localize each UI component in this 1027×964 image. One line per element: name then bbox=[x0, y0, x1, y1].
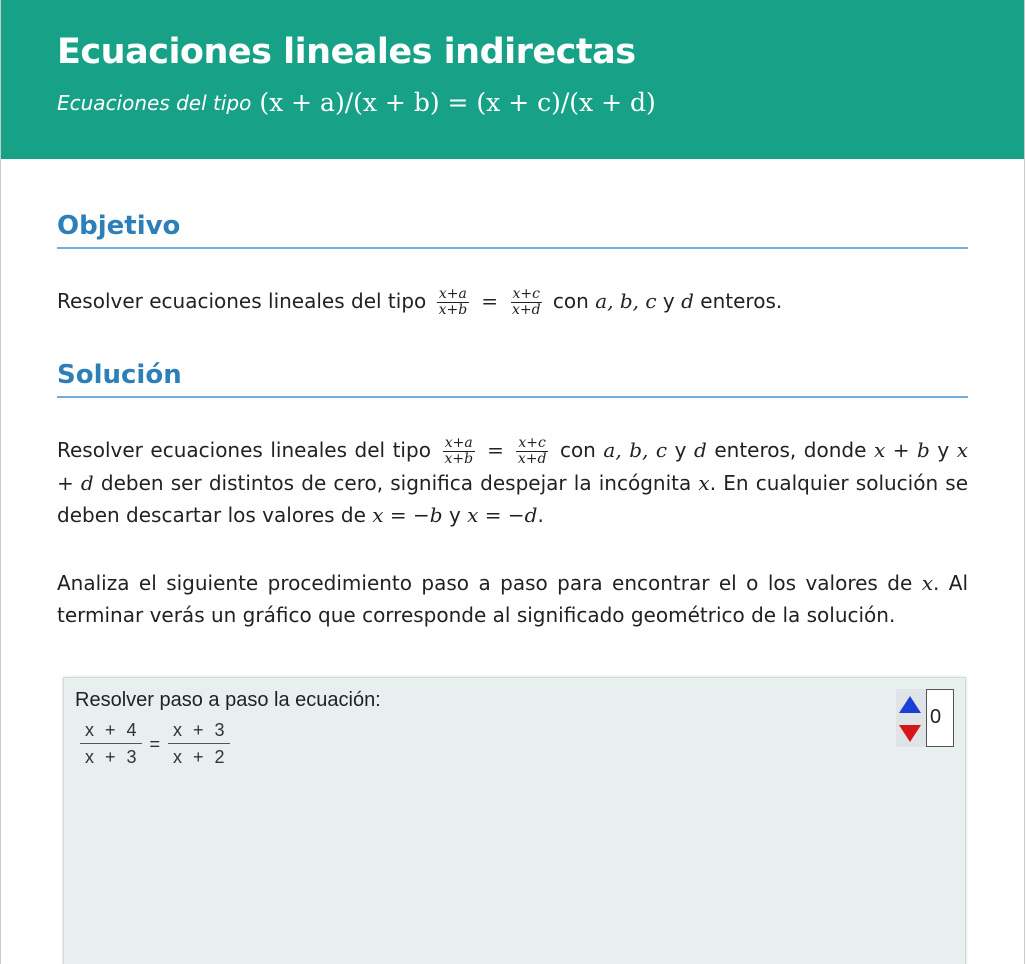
right-denominator: x + 2 bbox=[173, 747, 225, 767]
applet-label: Resolver paso a paso la ecuación: bbox=[75, 689, 381, 711]
fraction-left bbox=[437, 287, 470, 318]
fraction-denominator: x+b bbox=[438, 302, 468, 318]
step-value-field[interactable]: 0 bbox=[926, 689, 954, 747]
objetivo-text-con: con bbox=[552, 289, 589, 313]
step-spinner[interactable] bbox=[896, 689, 954, 747]
fraction-numerator: x+a bbox=[444, 435, 473, 451]
objetivo-y: y bbox=[662, 289, 675, 313]
right-numerator: x + 3 bbox=[168, 720, 230, 744]
equation-left-fraction bbox=[80, 720, 142, 768]
step-down-arrow-icon[interactable] bbox=[899, 725, 921, 742]
applet-equation bbox=[80, 720, 230, 768]
fraction-right bbox=[510, 287, 543, 318]
solucion-expr-eq2: x = −d bbox=[467, 503, 538, 527]
solucion-paragraph-2 bbox=[57, 567, 968, 631]
fraction-numerator: x+a bbox=[438, 286, 467, 302]
solucion-p2-var-x: x bbox=[921, 571, 933, 595]
solucion-text-rest2: deben ser distintos de cero, significa despejar la incógnita bbox=[100, 471, 692, 495]
solucion-y3: y bbox=[448, 503, 461, 527]
left-numerator: x + 4 bbox=[80, 720, 142, 744]
solucion-y2: y bbox=[937, 438, 950, 462]
equation-equals: = bbox=[149, 733, 161, 754]
fraction-right bbox=[516, 436, 549, 467]
subtitle-lead: Ecuaciones del tipo bbox=[57, 91, 252, 115]
section-heading-solucion: Solución bbox=[57, 358, 968, 398]
solucion-dot: . bbox=[537, 503, 544, 527]
equation-right-fraction bbox=[168, 720, 230, 768]
left-denominator: x + 3 bbox=[85, 747, 137, 767]
solucion-expr-xd: x + d bbox=[57, 438, 969, 495]
page-header bbox=[1, 0, 1024, 159]
solucion-y: y bbox=[674, 438, 687, 462]
solucion-p2-text-after: . Al terminar verás un gráfico que corresponde al significado geométrico de la solución. bbox=[57, 571, 969, 627]
solucion-text: Resolver ecuaciones lineales del tipo bbox=[57, 438, 431, 462]
solucion-paragraph-1 bbox=[57, 434, 968, 531]
fraction-denominator: x+b bbox=[444, 451, 474, 467]
step-up-arrow-icon[interactable] bbox=[899, 696, 921, 713]
equals-sign: = bbox=[481, 289, 498, 313]
page-subtitle bbox=[57, 88, 968, 118]
solucion-text-rest3: . En cualquier solución se deben descartar los valores de bbox=[57, 471, 969, 527]
solucion-text-rest: enteros, donde bbox=[714, 438, 867, 462]
subtitle-formula: (x + a)/(x + b) = (x + c)/(x + d) bbox=[259, 88, 656, 117]
objetivo-vars: a, b, c bbox=[595, 289, 657, 313]
solucion-var-d: d bbox=[694, 438, 707, 462]
fraction-numerator: x+c bbox=[512, 286, 540, 302]
solucion-text-con: con bbox=[559, 438, 596, 462]
fraction-denominator: x+d bbox=[517, 451, 547, 467]
solucion-p2-text: Analiza el siguiente procedimiento paso a paso para encontrar el o los valores de bbox=[57, 571, 913, 595]
solucion-expr-eq1: x = −b bbox=[372, 503, 443, 527]
spinner-buttons bbox=[896, 689, 926, 747]
section-heading-objetivo: Objetivo bbox=[57, 209, 968, 249]
objetivo-text-end: enteros. bbox=[700, 289, 783, 313]
objetivo-text: Resolver ecuaciones lineales del tipo bbox=[57, 289, 427, 313]
page-title: Ecuaciones lineales indirectas bbox=[57, 32, 636, 72]
fraction-left bbox=[442, 436, 475, 467]
main-content bbox=[1, 209, 1024, 631]
equals-sign: = bbox=[487, 438, 504, 462]
objetivo-var-d: d bbox=[681, 289, 694, 313]
fraction-denominator: x+d bbox=[511, 302, 541, 318]
step-by-step-applet[interactable] bbox=[63, 677, 966, 964]
solucion-vars: a, b, c bbox=[603, 438, 668, 462]
objetivo-paragraph bbox=[57, 285, 968, 318]
solucion-expr-xb: x + b bbox=[873, 438, 930, 462]
fraction-numerator: x+c bbox=[518, 435, 546, 451]
solucion-var-x: x bbox=[698, 471, 710, 495]
